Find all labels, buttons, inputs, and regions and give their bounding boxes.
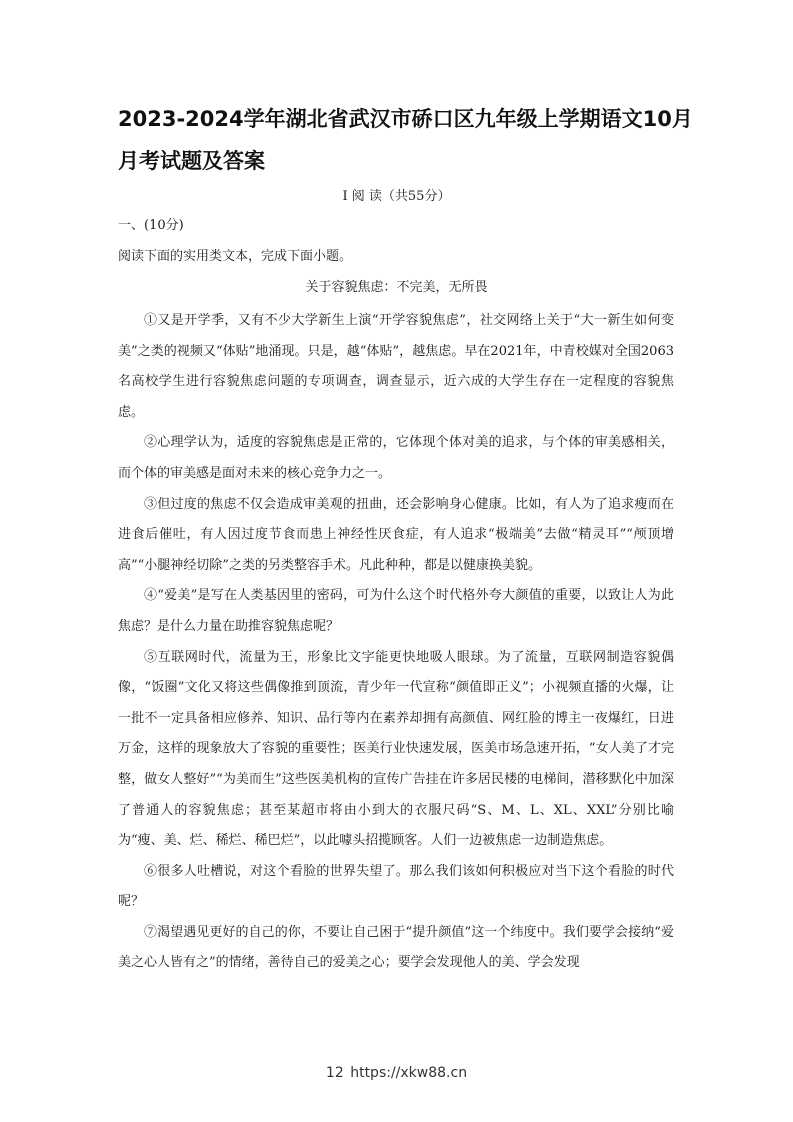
page-footer xyxy=(0,1062,793,1084)
article-title: 关于容貌焦虑：不完美，无所畏 xyxy=(305,280,488,295)
paragraph-4: ④“爱美”是写在人类基因里的密码，可为什么这个时代格外夸大颜值的重要，以致让人为此焦虑？是什么力量在助推容貌焦虑呢？ xyxy=(118,588,674,634)
document-title: 2023-2024学年湖北省武汉市硚口区九年级上学期语文10月月考试题及答案 xyxy=(118,107,693,173)
paragraph-3: ③但过度的焦虑不仅会造成审美观的扭曲，还会影响身心健康。比如，有人为了追求瘦而在进食后催吐，有人因过度节食而患上神经性厌食症，有人追求“极端美”去做“精灵耳”“颅顶增高”“小腿神经切除”之类的另类整容手术。凡此种种，都是以健康换美貌。 xyxy=(118,496,674,573)
paragraph-6: ⑥很多人吐槽说，对这个看脸的世界失望了。那么我们该如何积极应对当下这个看脸的时代呢？ xyxy=(118,863,674,910)
paragraph-2: ②心理学认为，适度的容貌焦虑是正常的，它体现个体对美的追求，与个体的审美感相关，而个体的审美感是面对未来的核心竞争力之一。 xyxy=(118,435,674,481)
paragraph-7: ⑦渴望遇见更好的自己的你，不要让自己困于“提升颜值”这一个纬度中。我们要学会接纳“爱美之心人皆有之”的情绪，善待自己的爱美之心；要学会发现他人的美、学会发现 xyxy=(118,924,674,971)
paragraph-1: ①又是开学季，又有不少大学新生上演“开学容貌焦虑”，社交网络上关于“大一新生如何变美”之类的视频又“体贴”地涌现。只是，越“体贴”，越焦虑。早在2021年，中青校媒对全国2063名高校学生进行容貌焦虑问题的专项调查，调查显示，近六成的大学生存在一定程度的容貌焦虑。 xyxy=(118,313,674,420)
footer-url[interactable]: https://xkw88.cn xyxy=(350,1065,468,1081)
section-heading: I 阅 读（共55分） xyxy=(342,189,451,204)
article-body xyxy=(118,306,674,979)
reading-instruction: 阅读下面的实用类文本，完成下面小题。 xyxy=(118,249,353,264)
part-label: 一、(10分) xyxy=(118,218,184,233)
paragraph-5: ⑤互联网时代，流量为王，形象比文字能更快地吸人眼球。为了流量，互联网制造容貌偶像，“饭圈”文化又将这些偶像推到顶流，青少年一代宣称“颜值即正义”；小视频直播的火爆，让一批不一定具备相应修养、知识、品行等内在素养却拥有高颜值、网红脸的博主一夜爆红，日进万金，这样的现象放大了容貌的重要性；医美行业快速发展，医美市场急速开拓，“女人美了才完整，做女人整好”“为美而生”这些医美机构的宣传广告挂在许多居民楼的电梯间，潜移默化中加深了普通人的容貌焦虑；甚至某超市将由小到大的衣服尺码“S、M、L、XL、XXL”分别比喻为“瘦、美、烂、稀烂、稀巴烂”，以此噱头招揽顾客。人们一边被焦虑一边制造焦虑。 xyxy=(118,649,674,849)
page-number: 12 xyxy=(325,1065,344,1081)
